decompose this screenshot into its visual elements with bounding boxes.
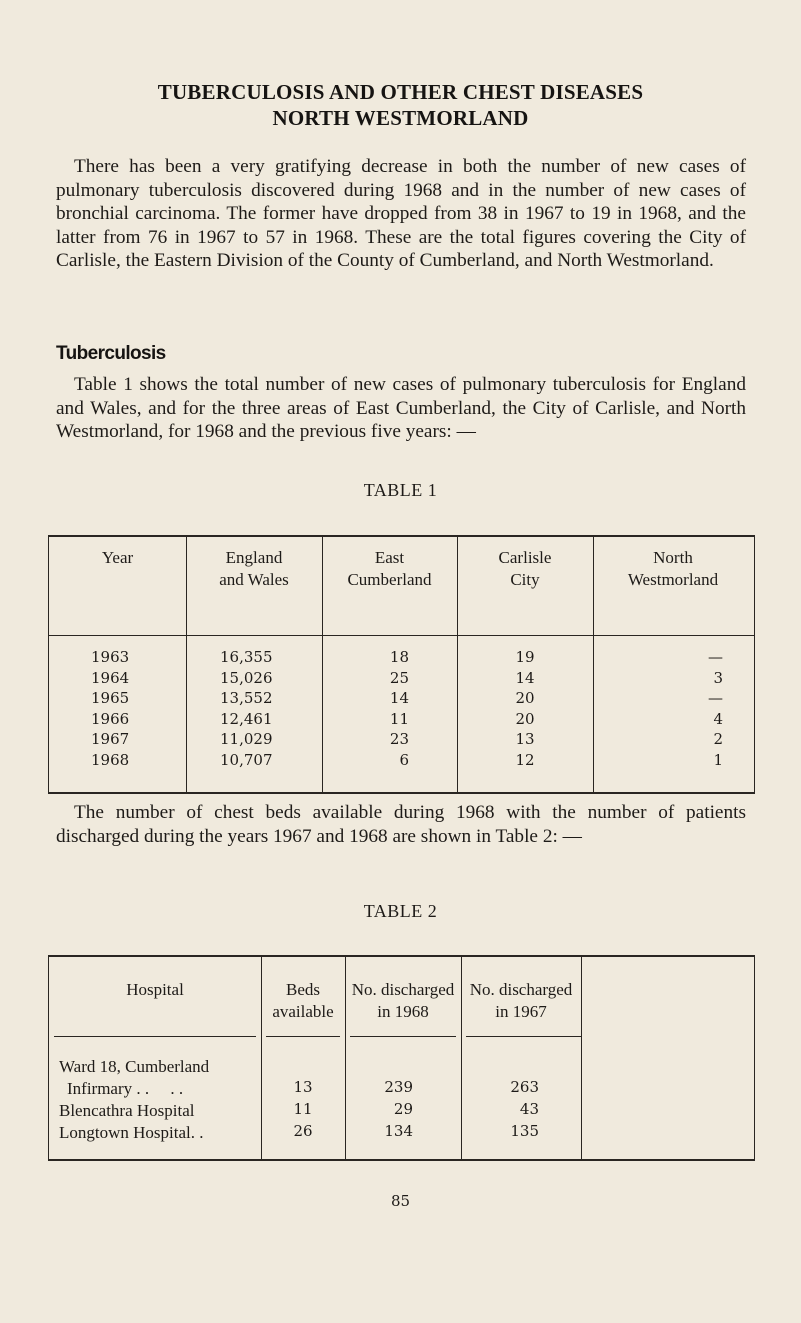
table1-col-north-westmorland: [593, 537, 753, 792]
table1-cell: 4: [713, 709, 723, 728]
table1-cell: 2: [713, 730, 723, 748]
table1-header-east-cumberland: [322, 547, 457, 591]
header-line: Year: [101, 548, 134, 567]
table1-cell: 1964: [91, 668, 130, 687]
table2-right-border: [581, 957, 582, 1159]
table2-cell: 135: [510, 1122, 539, 1140]
table2-cell: Longtown Hospital. .: [59, 1123, 204, 1142]
table2-col-hospital: [49, 957, 262, 1159]
table1-col-year: [49, 537, 187, 792]
header-line: North: [653, 548, 693, 567]
table1-cell: —: [708, 689, 723, 707]
table2-cell: 11: [293, 1100, 313, 1118]
table2-header-discharged-1968: [345, 979, 461, 1023]
table2-cell: 239: [384, 1078, 413, 1096]
table1-cell: 1965: [91, 689, 130, 707]
table1: [48, 535, 755, 794]
table1-header-north-westmorland: [593, 547, 753, 591]
table2-cell: Infirmary . . . .: [67, 1079, 184, 1098]
header-line: Cumberland: [347, 570, 432, 589]
table2-cell: 13: [293, 1078, 313, 1096]
table2-header-underline: [466, 1036, 581, 1037]
table2-intro-text: The number of chest beds available during 1968 with the number of patients discharged during the years 1967 and 1968 are shown in Table 2: —: [56, 802, 746, 847]
table2-header-underline: [350, 1036, 456, 1037]
header-line: City: [510, 570, 540, 589]
table1-cell: 13: [515, 730, 535, 748]
section-paragraph-text: Table 1 shows the total number of new cases of pulmonary tuberculosis for England and Wales, and for the three areas of East Cumberland, the City of Carlisle, and North Westmorland, for 1968 and the previous five years: —: [56, 374, 746, 442]
table1-cell: 11: [389, 709, 409, 728]
table2-cell: 26: [293, 1122, 313, 1140]
table1-cell: 18: [389, 648, 409, 666]
header-line: in 1968: [377, 1002, 429, 1021]
section-paragraph: [56, 373, 746, 444]
header-line: available: [272, 1002, 334, 1021]
header-line: Westmorland: [627, 570, 719, 589]
table1-col-carlisle-city: [457, 537, 594, 792]
table2-header-underline: [266, 1036, 340, 1037]
table1-header-carlisle-city: [457, 547, 593, 591]
page-number: 85: [390, 1192, 411, 1210]
table2-cell: 43: [519, 1100, 539, 1118]
table2-header-underline: [54, 1036, 256, 1037]
page-subtitle: NORTH WESTMORLAND: [272, 106, 529, 130]
table2-header-hospital: [49, 979, 261, 1001]
table1-cell: 11,029: [220, 730, 273, 748]
header-line: No. discharged: [351, 980, 455, 999]
table2-intro-paragraph: [56, 801, 746, 848]
table1-col-england-wales: [186, 537, 323, 792]
table1-cell: 12: [515, 750, 535, 769]
page-title: TUBERCULOSIS AND OTHER CHEST DISEASES: [157, 80, 644, 104]
table1-cell: 16,355: [220, 648, 273, 666]
header-line: No. discharged: [469, 980, 573, 999]
table1-cell: 19: [515, 648, 535, 666]
table1-cell: 20: [515, 689, 535, 707]
table1-cell: 6: [399, 750, 409, 769]
table1-cell: 1963: [91, 648, 130, 666]
intro-paragraph: [56, 155, 746, 273]
table1-cell: 1968: [91, 750, 130, 769]
table2-cell: 263: [510, 1078, 539, 1096]
header-line: and Wales: [219, 570, 289, 589]
table2-caption: TABLE 2: [363, 901, 438, 921]
table1-cell: 12,461: [220, 709, 273, 728]
table1-cell: 20: [515, 709, 535, 728]
table1-cell: 14: [389, 689, 409, 707]
table1-cell: 13,552: [220, 689, 273, 707]
header-line: Beds: [286, 980, 320, 999]
table2-cell: 29: [393, 1100, 413, 1118]
table2-col-discharged-1968: [345, 957, 462, 1159]
table1-header-england-wales: [186, 547, 322, 591]
intro-paragraph-text: There has been a very gratifying decrease in both the number of new cases of pulmonary tuberculosis discovered during 1968 and in the number of new cases of bronchial carcinoma. The former have dropped from 38 in 1967 to 19 in 1968, and the latter from 76 in 1967 to 57 in 1968. These are the total figures covering the City of Carlisle, the Eastern Division of the County of Cumberland, and North Westmorland.: [56, 156, 746, 271]
table2-col-beds: [261, 957, 346, 1159]
table1-caption: TABLE 1: [363, 480, 438, 500]
table1-cell: 15,026: [220, 668, 273, 687]
header-line: England: [225, 548, 283, 567]
table1-cell: 23: [389, 730, 409, 748]
table1-cell: 10,707: [220, 750, 273, 769]
table1-cell: 1: [713, 750, 723, 769]
table1-cell: 1966: [91, 709, 130, 728]
section-heading: Tuberculosis: [56, 343, 166, 364]
header-line: Hospital: [126, 980, 184, 999]
table1-cell: —: [708, 648, 723, 666]
header-line: East: [374, 548, 405, 567]
table2-cell: Ward 18, Cumberland: [59, 1057, 210, 1076]
table2-cell: Blencathra Hospital: [59, 1101, 195, 1120]
header-line: Carlisle: [498, 548, 552, 567]
table2-header-beds: [261, 979, 345, 1023]
table2-header-discharged-1967: [461, 979, 581, 1023]
table2: [48, 955, 755, 1161]
table2-col-discharged-1967: [461, 957, 753, 1159]
table1-col-east-cumberland: [322, 537, 458, 792]
table1-cell: 1967: [91, 730, 130, 748]
table1-cell: 3: [713, 668, 723, 687]
table1-cell: 14: [515, 668, 535, 687]
header-line: in 1967: [495, 1002, 547, 1021]
table1-cell: 25: [389, 668, 409, 687]
table1-header-year: [49, 547, 186, 569]
table2-cell: 134: [384, 1122, 413, 1140]
